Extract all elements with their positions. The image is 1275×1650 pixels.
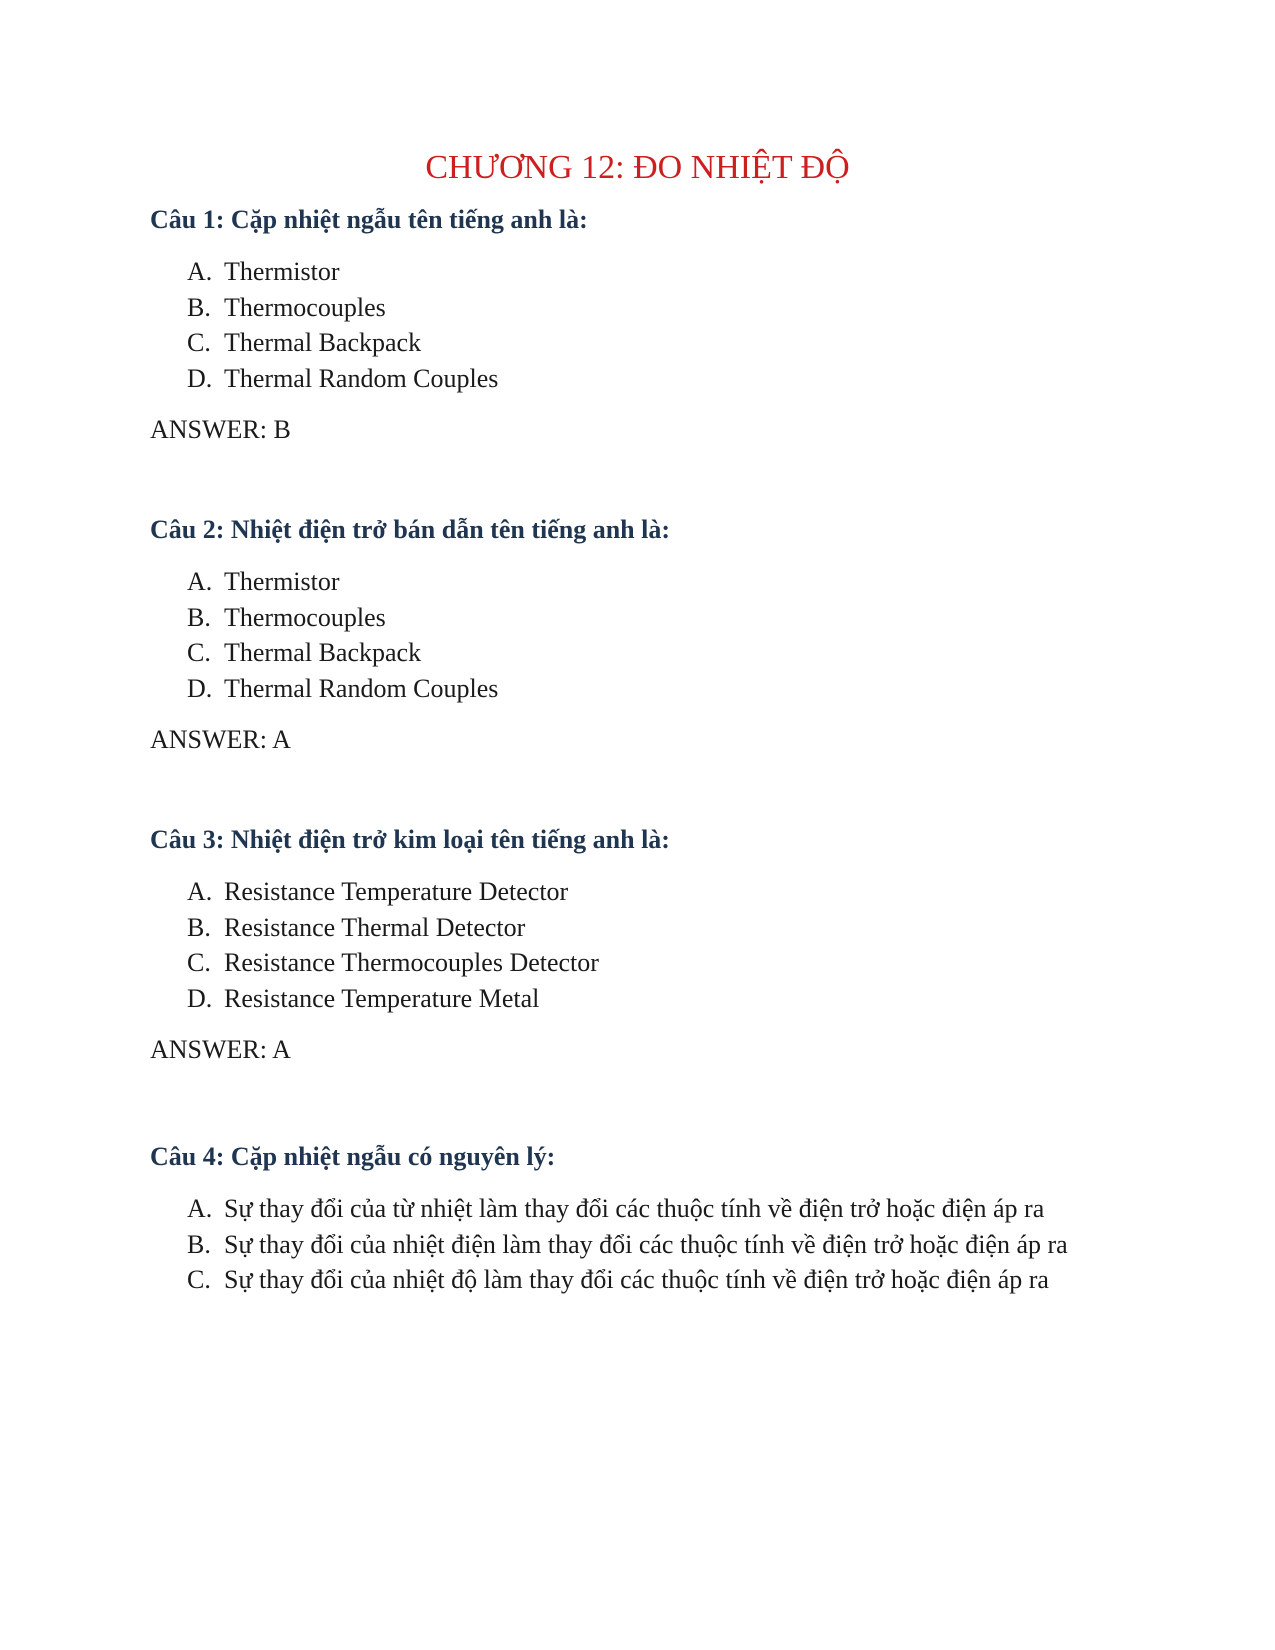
option-text: Sự thay đổi của nhiệt điện làm thay đổi các thuộc tính về điện trở hoặc điện áp ra: [224, 1229, 1068, 1259]
option-item: [150, 564, 1130, 600]
option-item: [150, 945, 1130, 981]
option-item: [150, 325, 1130, 361]
option-item: [150, 361, 1130, 397]
option-item: [150, 1191, 1120, 1227]
option-letter: B.: [187, 602, 211, 632]
option-text: Resistance Temperature Detector: [224, 877, 569, 906]
option-text: Thermistor: [224, 567, 340, 596]
option-text: Sự thay đổi của từ nhiệt làm thay đổi các thuộc tính về điện trở hoặc điện áp ra: [224, 1194, 1045, 1223]
question-4: [150, 1140, 1120, 1298]
option-item: [150, 254, 1130, 290]
option-letter: C.: [187, 948, 211, 977]
option-letter: A.: [187, 567, 213, 596]
option-item: [150, 874, 1130, 910]
question-title: Câu 1: Cặp nhiệt ngẫu tên tiếng anh là:: [150, 205, 588, 234]
option-letter: C.: [187, 638, 211, 667]
option-text: Thermistor: [224, 257, 340, 286]
option-text: Resistance Temperature Metal: [224, 983, 540, 1013]
option-letter: B.: [187, 1229, 211, 1259]
option-letter: D.: [187, 983, 213, 1013]
option-list: [150, 874, 1130, 1016]
option-item: [150, 671, 1130, 707]
option-text: Thermal Random Couples: [224, 363, 499, 393]
option-letter: A.: [187, 1194, 213, 1223]
option-item: [150, 1227, 1120, 1263]
option-letter: D.: [187, 673, 213, 703]
option-letter: D.: [187, 363, 213, 393]
option-letter: B.: [187, 912, 211, 942]
option-list: [150, 254, 1130, 396]
option-item: [150, 910, 1130, 946]
option-text: Thermocouples: [224, 602, 386, 632]
answer-line: ANSWER: B: [150, 415, 291, 444]
option-text: Thermal Backpack: [224, 328, 422, 357]
option-text: Sự thay đổi của nhiệt độ làm thay đổi các thuộc tính về điện trở hoặc điện áp ra: [224, 1265, 1049, 1294]
question-2: [150, 513, 1130, 757]
question-title: Câu 4: Cặp nhiệt ngẫu có nguyên lý:: [150, 1142, 556, 1171]
option-item: [150, 600, 1130, 636]
option-item: [150, 981, 1130, 1017]
option-text: Thermal Backpack: [224, 638, 422, 667]
question-3: [150, 823, 1130, 1067]
question-title: Câu 2: Nhiệt điện trở bán dẫn tên tiếng anh là:: [150, 515, 671, 544]
option-text: Resistance Thermal Detector: [224, 912, 526, 942]
option-letter: C.: [187, 328, 211, 357]
option-letter: C.: [187, 1265, 211, 1294]
option-text: Thermocouples: [224, 292, 386, 322]
option-item: [150, 1262, 1120, 1298]
question-1: [150, 203, 1130, 447]
option-list: [150, 1191, 1120, 1298]
option-text: Resistance Thermocouples Detector: [224, 948, 599, 977]
option-letter: B.: [187, 292, 211, 322]
option-item: [150, 635, 1130, 671]
option-letter: A.: [187, 877, 213, 906]
option-letter: A.: [187, 257, 213, 286]
option-item: [150, 290, 1130, 326]
option-list: [150, 564, 1130, 706]
answer-line: ANSWER: A: [150, 725, 291, 754]
question-title: Câu 3: Nhiệt điện trở kim loại tên tiếng anh là:: [150, 825, 670, 854]
chapter-title: CHƯƠNG 12: ĐO NHIỆT ĐỘ: [425, 149, 850, 186]
option-text: Thermal Random Couples: [224, 673, 499, 703]
answer-line: ANSWER: A: [150, 1035, 291, 1064]
